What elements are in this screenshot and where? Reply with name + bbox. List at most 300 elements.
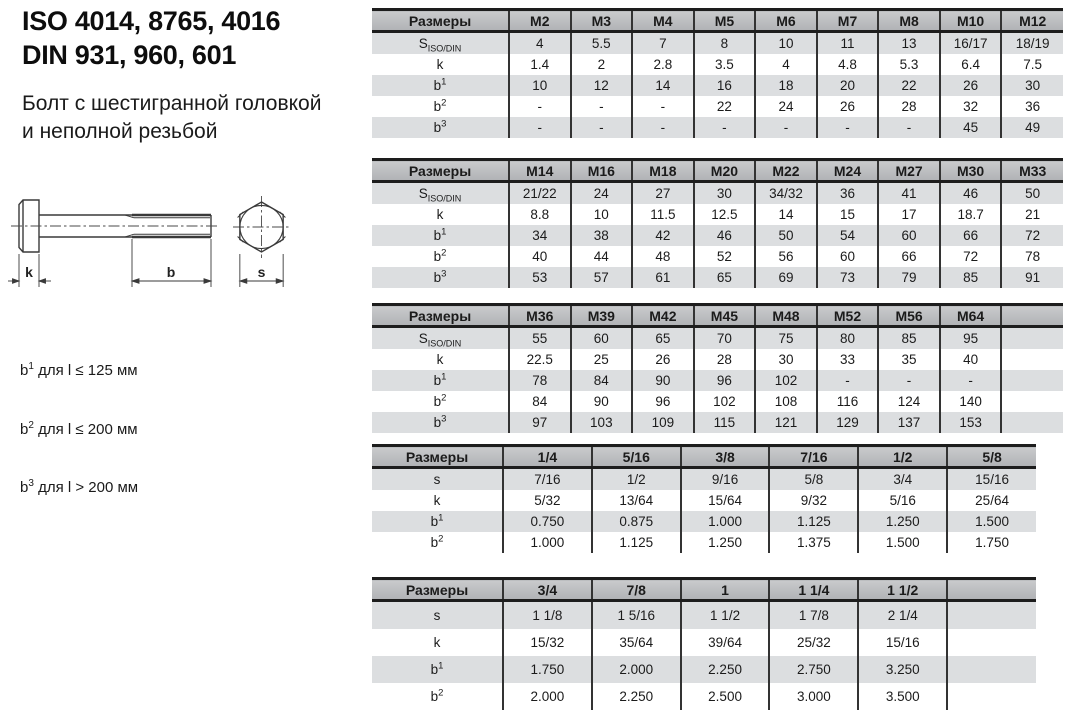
row-label [372, 182, 509, 205]
standards-title [22, 4, 280, 72]
value-cell: 66 [940, 225, 1002, 246]
row-label [372, 225, 509, 246]
value-cell: 28 [694, 349, 756, 370]
value-cell: 45 [940, 117, 1002, 138]
value-cell: 38 [571, 225, 633, 246]
value-cell: 14 [632, 75, 694, 96]
size-column-header: M4 [632, 10, 694, 32]
row-label [372, 32, 509, 55]
value-cell: 18/19 [1001, 32, 1063, 55]
value-cell: 69 [755, 267, 817, 288]
table-row [372, 204, 1063, 225]
row-label [372, 370, 509, 391]
row-label-base: s [433, 608, 441, 623]
value-cell: 4 [755, 54, 817, 75]
value-cell: 40 [509, 246, 571, 267]
value-cell: 2.8 [632, 54, 694, 75]
value-cell: 39/64 [681, 629, 770, 656]
value-cell: - [878, 117, 940, 138]
row-label [372, 490, 503, 511]
value-cell: 84 [571, 370, 633, 391]
table-row [372, 532, 1036, 553]
size-column-header: 5/8 [947, 446, 1036, 468]
value-cell: 61 [632, 267, 694, 288]
value-cell: 1/2 [592, 468, 681, 491]
size-column-header: 3/4 [503, 579, 592, 601]
value-cell: 18 [755, 75, 817, 96]
value-cell: - [571, 96, 633, 117]
size-column-header: M64 [940, 305, 1002, 327]
table-row [372, 490, 1036, 511]
value-cell: 42 [632, 225, 694, 246]
size-column-header: M39 [571, 305, 633, 327]
value-cell: 14 [755, 204, 817, 225]
value-cell: 140 [940, 391, 1002, 412]
value-cell: 3.250 [858, 656, 947, 683]
empty-cell [1001, 391, 1063, 412]
row-label-superscript: 2 [438, 687, 444, 699]
value-cell: 15/16 [858, 629, 947, 656]
size-column-header: M18 [632, 160, 694, 182]
table-row [372, 601, 1036, 630]
value-cell: 5/8 [769, 468, 858, 491]
value-cell: - [755, 117, 817, 138]
row-label-base: b [433, 120, 442, 135]
table-row [372, 54, 1063, 75]
value-cell: 13/64 [592, 490, 681, 511]
value-cell: 2.250 [592, 683, 681, 710]
table-row [372, 391, 1063, 412]
value-cell: 15/16 [947, 468, 1036, 491]
value-cell: 9/16 [681, 468, 770, 491]
value-cell: 1.250 [681, 532, 770, 553]
value-cell: 4 [509, 32, 571, 55]
value-cell: 11.5 [632, 204, 694, 225]
value-cell: 2.000 [592, 656, 681, 683]
value-cell: 97 [509, 412, 571, 433]
footnote-b2 [20, 420, 138, 440]
value-cell: - [940, 370, 1002, 391]
value-cell: 33 [817, 349, 879, 370]
value-cell: 2 1/4 [858, 601, 947, 630]
value-cell: 10 [755, 32, 817, 55]
value-cell: 115 [694, 412, 756, 433]
value-cell: - [694, 117, 756, 138]
row-label-base: k [436, 57, 444, 72]
value-cell: 1.500 [947, 511, 1036, 532]
row-label [372, 601, 503, 630]
value-cell: 15/32 [503, 629, 592, 656]
value-cell: 34/32 [755, 182, 817, 205]
row-label [372, 117, 509, 138]
row-label-base: b [430, 689, 439, 704]
bolt-drawing [8, 190, 318, 320]
value-cell: 55 [509, 327, 571, 350]
table-metric-m36-m64 [372, 303, 1063, 433]
size-column-header: M3 [571, 10, 633, 32]
b-dimension-label: b [166, 264, 176, 280]
dimension-table [372, 8, 1063, 138]
value-cell: 30 [755, 349, 817, 370]
row-label-superscript: 2 [441, 247, 447, 259]
value-cell: 1 5/16 [592, 601, 681, 630]
value-cell: 66 [878, 246, 940, 267]
value-cell: 30 [694, 182, 756, 205]
empty-column-header [947, 579, 1036, 601]
empty-cell [1001, 349, 1063, 370]
center-lines [11, 196, 290, 258]
row-label-base: b [433, 99, 442, 114]
size-column-header: M36 [509, 305, 571, 327]
value-cell: 96 [694, 370, 756, 391]
value-cell: 5/16 [858, 490, 947, 511]
table-row [372, 349, 1063, 370]
value-cell: 3.500 [858, 683, 947, 710]
value-cell: 2 [571, 54, 633, 75]
value-cell: 65 [694, 267, 756, 288]
size-column-header: M2 [509, 10, 571, 32]
table-row [372, 96, 1063, 117]
footnote-b3 [20, 478, 138, 498]
size-column-header: 7/8 [592, 579, 681, 601]
footnote-b1 [20, 361, 138, 381]
value-cell: 1.250 [858, 511, 947, 532]
value-cell: 5/32 [503, 490, 592, 511]
footnote-text: для l ≤ 125 мм [33, 362, 138, 379]
product-description [22, 90, 321, 146]
table-row [372, 468, 1036, 491]
row-label-base: S [418, 36, 428, 51]
row-label-superscript: 3 [441, 118, 447, 130]
size-column-header: M14 [509, 160, 571, 182]
value-cell: 7.5 [1001, 54, 1063, 75]
row-label [372, 267, 509, 288]
value-cell: 60 [817, 246, 879, 267]
value-cell: 21 [1001, 204, 1063, 225]
value-cell: 32 [940, 96, 1002, 117]
row-label-base: S [418, 331, 428, 346]
value-cell: 1.000 [503, 532, 592, 553]
value-cell: 15 [817, 204, 879, 225]
size-column-header: M10 [940, 10, 1002, 32]
row-label-base: b [430, 514, 439, 529]
empty-cell [947, 683, 1036, 710]
value-cell: 2.500 [681, 683, 770, 710]
description-line-1: Болт с шестигранной головкой [22, 92, 322, 115]
size-column-header: 1 [681, 579, 770, 601]
table-row [372, 75, 1063, 96]
value-cell: 0.750 [503, 511, 592, 532]
value-cell: 25/64 [947, 490, 1036, 511]
value-cell: 28 [878, 96, 940, 117]
value-cell: 91 [1001, 267, 1063, 288]
value-cell: 10 [509, 75, 571, 96]
value-cell: 60 [878, 225, 940, 246]
value-cell: 1.750 [503, 656, 592, 683]
s-dimension-label: s [257, 264, 266, 280]
row-label-superscript: 1 [438, 660, 444, 672]
size-column-header: M30 [940, 160, 1002, 182]
value-cell: 1.4 [509, 54, 571, 75]
value-cell: 4.8 [817, 54, 879, 75]
value-cell: 85 [878, 327, 940, 350]
table-row [372, 267, 1063, 288]
value-cell: 1 1/2 [681, 601, 770, 630]
row-label [372, 54, 509, 75]
table-row [372, 246, 1063, 267]
footnote-sup: 3 [28, 478, 34, 489]
row-label [372, 96, 509, 117]
value-cell: 5.3 [878, 54, 940, 75]
din-standards-line: DIN 931, 960, 601 [22, 40, 237, 70]
empty-cell [1001, 370, 1063, 391]
size-column-header: 5/16 [592, 446, 681, 468]
footnote-sup: 2 [28, 419, 34, 431]
size-column-header: M7 [817, 10, 879, 32]
row-label [372, 246, 509, 267]
value-cell: 7/16 [503, 468, 592, 491]
empty-cell [947, 656, 1036, 683]
value-cell: 24 [571, 182, 633, 205]
table-row [372, 370, 1063, 391]
size-column-header: M22 [755, 160, 817, 182]
value-cell: 16/17 [940, 32, 1002, 55]
sizes-header-label: Размеры [372, 10, 509, 32]
table-inch-quarter-to-5-8 [372, 444, 1036, 553]
value-cell: 49 [1001, 117, 1063, 138]
size-column-header: 1 1/2 [858, 579, 947, 601]
value-cell: 34 [509, 225, 571, 246]
row-label [372, 656, 503, 683]
value-cell: 65 [632, 327, 694, 350]
value-cell: 16 [694, 75, 756, 96]
footnote-text: для l ≤ 200 мм [33, 420, 138, 438]
value-cell: 35 [878, 349, 940, 370]
value-cell: 24 [755, 96, 817, 117]
table-row [372, 327, 1063, 350]
value-cell: 13 [878, 32, 940, 55]
value-cell: 17 [878, 204, 940, 225]
size-column-header: M12 [1001, 10, 1063, 32]
dimension-lines [8, 239, 283, 287]
value-cell: 1.000 [681, 511, 770, 532]
row-label-base: k [436, 207, 444, 222]
value-cell: 22 [694, 96, 756, 117]
row-label-base: b [433, 415, 442, 430]
row-label-base: b [433, 228, 442, 243]
value-cell: 3.5 [694, 54, 756, 75]
value-cell: 11 [817, 32, 879, 55]
table-row [372, 117, 1063, 138]
empty-cell [947, 601, 1036, 630]
row-label-base: S [418, 186, 428, 201]
value-cell: 25/32 [769, 629, 858, 656]
value-cell: 116 [817, 391, 879, 412]
table-header-row [372, 160, 1063, 182]
dimension-table [372, 158, 1063, 288]
value-cell: 1.125 [769, 511, 858, 532]
empty-cell [1001, 327, 1063, 350]
value-cell: 26 [632, 349, 694, 370]
value-cell: - [878, 370, 940, 391]
table-header-row [372, 305, 1063, 327]
value-cell: 121 [755, 412, 817, 433]
value-cell: - [632, 117, 694, 138]
value-cell: 7 [632, 32, 694, 55]
row-label-superscript: 1 [441, 76, 447, 88]
empty-column-header [1001, 305, 1063, 327]
row-label-subscript: ISO/DIN [427, 338, 462, 349]
size-column-header: 1/4 [503, 446, 592, 468]
value-cell: 102 [694, 391, 756, 412]
value-cell: 1.125 [592, 532, 681, 553]
row-label [372, 412, 509, 433]
footnote-symbol: b [20, 362, 29, 379]
table-row [372, 511, 1036, 532]
value-cell: 10 [571, 204, 633, 225]
size-column-header: M33 [1001, 160, 1063, 182]
table-metric-m2-m12 [372, 8, 1063, 138]
row-label [372, 349, 509, 370]
table-row [372, 629, 1036, 656]
size-column-header: M24 [817, 160, 879, 182]
value-cell: 12.5 [694, 204, 756, 225]
sizes-header-label: Размеры [372, 446, 503, 468]
size-column-header: M48 [755, 305, 817, 327]
dimension-labels [25, 264, 266, 280]
value-cell: 0.875 [592, 511, 681, 532]
value-cell: 124 [878, 391, 940, 412]
row-label-base: k [436, 352, 444, 367]
size-column-header: M52 [817, 305, 879, 327]
size-column-header: 7/16 [769, 446, 858, 468]
table-header-row [372, 446, 1036, 468]
row-label-base: k [433, 635, 441, 650]
size-column-header: 3/8 [681, 446, 770, 468]
row-label-base: b [433, 249, 442, 264]
value-cell: 129 [817, 412, 879, 433]
value-cell: 21/22 [509, 182, 571, 205]
value-cell: 40 [940, 349, 1002, 370]
value-cell: 18.7 [940, 204, 1002, 225]
value-cell: - [509, 117, 571, 138]
value-cell: 54 [817, 225, 879, 246]
value-cell: 1.375 [769, 532, 858, 553]
value-cell: 103 [571, 412, 633, 433]
value-cell: 56 [755, 246, 817, 267]
value-cell: - [817, 370, 879, 391]
value-cell: 79 [878, 267, 940, 288]
row-label-base: s [433, 472, 441, 487]
value-cell: 6.4 [940, 54, 1002, 75]
dimension-table [372, 444, 1036, 553]
row-label-superscript: 2 [441, 97, 447, 109]
k-dimension-label: k [25, 264, 33, 280]
value-cell: 96 [632, 391, 694, 412]
value-cell: 50 [1001, 182, 1063, 205]
value-cell: 1 1/8 [503, 601, 592, 630]
value-cell: 85 [940, 267, 1002, 288]
row-label [372, 327, 509, 350]
row-label [372, 683, 503, 710]
row-label [372, 468, 503, 491]
dimension-table [372, 303, 1063, 433]
value-cell: 44 [571, 246, 633, 267]
value-cell: 102 [755, 370, 817, 391]
row-label [372, 204, 509, 225]
row-label-base: b [433, 78, 442, 93]
value-cell: 8 [694, 32, 756, 55]
value-cell: 90 [571, 391, 633, 412]
value-cell: 30 [1001, 75, 1063, 96]
row-label-base: b [433, 373, 442, 388]
size-column-header: M5 [694, 10, 756, 32]
value-cell: 5.5 [571, 32, 633, 55]
value-cell: 60 [571, 327, 633, 350]
row-label-base: b [430, 535, 439, 550]
table-row [372, 32, 1063, 55]
row-label-superscript: 3 [441, 268, 447, 280]
value-cell: 46 [694, 225, 756, 246]
value-cell: 12 [571, 75, 633, 96]
value-cell: 137 [878, 412, 940, 433]
value-cell: 46 [940, 182, 1002, 205]
footnote-text: для l > 200 мм [33, 479, 139, 496]
size-column-header: M45 [694, 305, 756, 327]
iso-standards-line: ISO 4014, 8765, 4016 [22, 6, 281, 36]
row-label [372, 511, 503, 532]
value-cell: 52 [694, 246, 756, 267]
value-cell: 108 [755, 391, 817, 412]
value-cell: 78 [1001, 246, 1063, 267]
table-row [372, 412, 1063, 433]
value-cell: 75 [755, 327, 817, 350]
size-column-header: M8 [878, 10, 940, 32]
row-label-superscript: 1 [438, 512, 444, 524]
value-cell: 72 [1001, 225, 1063, 246]
row-label-superscript: 1 [441, 226, 447, 238]
sizes-header-label: Размеры [372, 160, 509, 182]
dimension-table [372, 577, 1036, 710]
description-line-2: и неполной резьбой [22, 120, 218, 143]
value-cell: - [632, 96, 694, 117]
value-cell: 3/4 [858, 468, 947, 491]
table-row [372, 225, 1063, 246]
value-cell: 80 [817, 327, 879, 350]
value-cell: 36 [817, 182, 879, 205]
size-column-header: M27 [878, 160, 940, 182]
value-cell: 35/64 [592, 629, 681, 656]
value-cell: 1.500 [858, 532, 947, 553]
footnotes [20, 322, 138, 537]
value-cell: - [509, 96, 571, 117]
size-column-header: 1 1/4 [769, 579, 858, 601]
value-cell: 41 [878, 182, 940, 205]
value-cell: 95 [940, 327, 1002, 350]
value-cell: 73 [817, 267, 879, 288]
size-column-header: M42 [632, 305, 694, 327]
row-label [372, 391, 509, 412]
value-cell: 15/64 [681, 490, 770, 511]
row-label-base: k [433, 493, 441, 508]
table-row [372, 683, 1036, 710]
value-cell: 27 [632, 182, 694, 205]
value-cell: 78 [509, 370, 571, 391]
value-cell: 84 [509, 391, 571, 412]
value-cell: 9/32 [769, 490, 858, 511]
size-column-header: M20 [694, 160, 756, 182]
value-cell: 1 7/8 [769, 601, 858, 630]
